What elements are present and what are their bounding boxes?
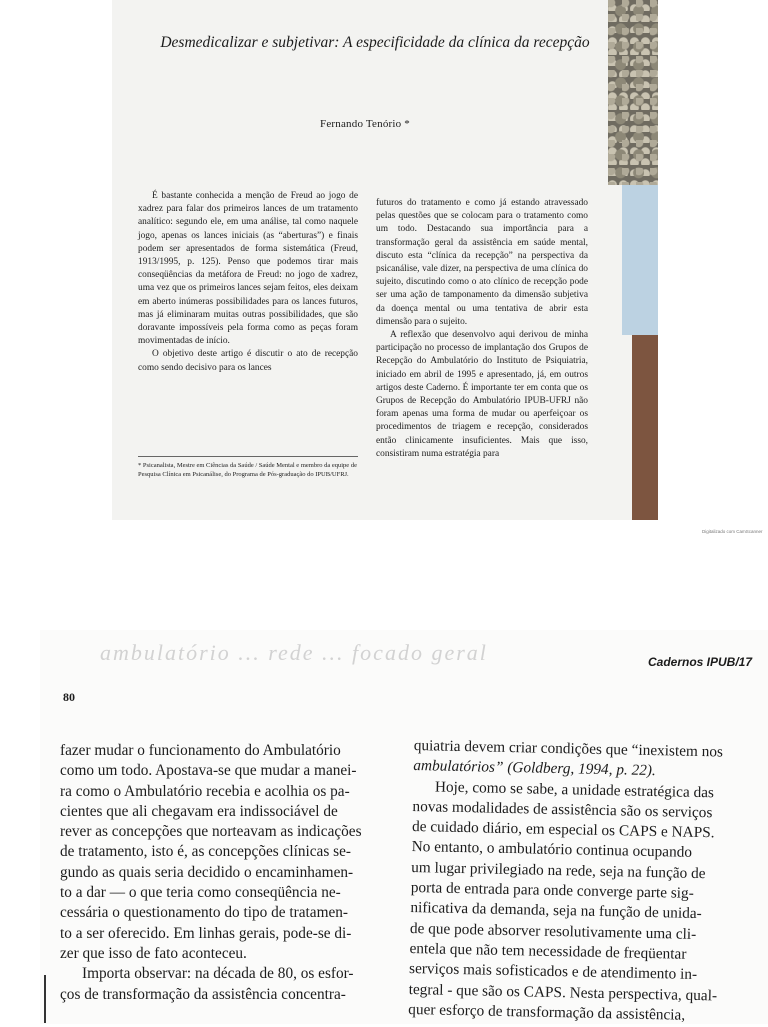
text-line: fazer mudar o funcionamento do Ambulatório xyxy=(60,742,341,759)
text-line: cientes que ali chegavam era indissociável de xyxy=(60,802,338,820)
footnote-divider xyxy=(138,456,358,457)
article-title: Desmedicalizar e subjetivar: A especificidade da clínica da recepção xyxy=(160,34,590,51)
text-line: quer esforço de transformação da assistência, xyxy=(408,1000,686,1024)
scan-stamp: Digitalizado com CamScanner xyxy=(702,529,763,534)
background-pebbles xyxy=(608,0,658,185)
margin-pen-mark xyxy=(44,975,46,1023)
text-line: to a ser oferecido. Em linhas gerais, pode-se di- xyxy=(60,924,352,942)
text-line: Hoje, como se sabe, a unidade estratégica das xyxy=(434,778,715,801)
text-line: tegral - que são os CAPS. Nesta perspectiva, qual- xyxy=(408,980,718,1004)
paragraph: É bastante conhecida a menção de Freud ao jogo de xadrez para falar dos primeiros lances de um tratamento analítico: segundo ele, em uma análise, tal como naquele jogo, apenas os lances iniciais (as “aberturas”) e finais podem ser apresentados de forma sistemática (Freud, 1913/1995, p. 125). Penso que podemos tirar mais conseqüências da metáfora de Freud: no jogo de xadrez, uma vez que os primeiros lances sejam feitos, eles deixam em aberto inúmeras possibilidades para os lances futuros, mas já eliminaram muitas outras possibilidades, que são doravante impossíveis pela forma como as peças foram movimentadas de início. xyxy=(138,191,358,347)
text-line: um lugar privilegiado na rede, seja na função de xyxy=(411,858,706,882)
text-line: gundo as quais seria decidido o encaminhamen- xyxy=(60,863,354,881)
text-line: quiatria devem criar condições que “inexistem nos xyxy=(413,736,724,761)
text-line: de que pode absorver resolutivamente uma cli- xyxy=(409,919,697,943)
handwritten-note: ambulatório ... rede ... focado geral xyxy=(100,640,488,665)
page-number: 80 xyxy=(63,690,75,704)
bottom-right-column xyxy=(408,736,754,1027)
right-column xyxy=(376,197,588,461)
text-line: cessária o questionamento do tipo de tratamen- xyxy=(60,904,348,922)
paragraph: futuros do tratamento e como já estando atravessado pelas questões que se colocam para o tratamento como um todo. Destacando sua importância para a transformação geral da assistência em saúde mental, discuto esta “clínica da recepção” na perspectiva da psicanálise, vale dizer, na perspectiva de uma clínica do sujeito, discutindo como o ato clínico de recepção pode ser uma ação de tamponamento da dimensão subjetiva da doença mental ou uma tentativa de abrir esta dimensão para o sujeito. xyxy=(376,198,588,327)
text-line: ços de transformação da assistência concentra- xyxy=(60,985,346,1003)
text-line: Importa observar: na década de 80, os esfor- xyxy=(82,965,354,983)
text-line: nificativa da demanda, seja na função de unida- xyxy=(410,899,702,923)
paragraph: A reflexão que desenvolvo aqui derivou de minha participação no processo de implantação dos Grupos de Recepção do Ambulatório do Instituto de Psiquiatria, iniciado em abril de 1995 e apresentado, já, em outros artigos deste Caderno. É importante ter em conta que os Grupos de Recepção do Ambulatório IPUB-UFRJ não foram apenas uma forma de mudar ou aperfeiçoar os procedimentos de triagem e recepção, considerados então clinicamente insuficientes. Mais que isso, consistiram numa estratégia para xyxy=(376,330,588,459)
text-line: ra como o Ambulatório recebia e acolhia os pa- xyxy=(60,782,350,800)
text-line: de cuidado diário, em especial os CAPS e NAPS. xyxy=(411,818,715,842)
text-line: de tratamento, isto é, as concepções clínicas se- xyxy=(60,843,351,861)
text-line: ambulatórios” (Goldberg, 1994, p. 22). xyxy=(413,757,657,780)
bottom-left-column xyxy=(60,741,390,1005)
text-line: entela que não tem necessidade de freqüentar xyxy=(409,939,687,963)
text-line: to a dar — o que teria como conseqüência ne- xyxy=(60,884,341,902)
article-author: Fernando Tenório * xyxy=(320,118,410,130)
paragraph: O objetivo deste artigo é discutir o ato de recepção como sendo decisivo para os lances xyxy=(138,349,358,373)
text-line: como um todo. Apostava-se que mudar a manei- xyxy=(60,762,357,780)
left-column xyxy=(138,190,358,375)
text-line: porta de entrada para onde converge parte sig- xyxy=(410,879,694,902)
text-line: No entanto, o ambulatório continua ocupando xyxy=(411,838,693,862)
background-wood-strip xyxy=(632,335,658,520)
text-line: rever as concepções que norteavam as indicações xyxy=(60,823,362,841)
footnote: * Psicanalista, Mestre em Ciências da Saúde / Saúde Mental e membro da equipe de Pesquisa Clínica em Psicanálise, do Programa de Pós-graduação do IPUB/UFRJ. xyxy=(138,462,357,478)
text-line: serviços mais sofisticados e de atendimento in- xyxy=(408,960,698,984)
background-blue-strip xyxy=(622,185,658,335)
text-line: novas modalidades de assistência são os serviços xyxy=(412,797,713,822)
text-line: zer que isso de fato aconteceu. xyxy=(60,944,247,962)
journal-header: Cadernos IPUB/17 xyxy=(648,655,753,669)
